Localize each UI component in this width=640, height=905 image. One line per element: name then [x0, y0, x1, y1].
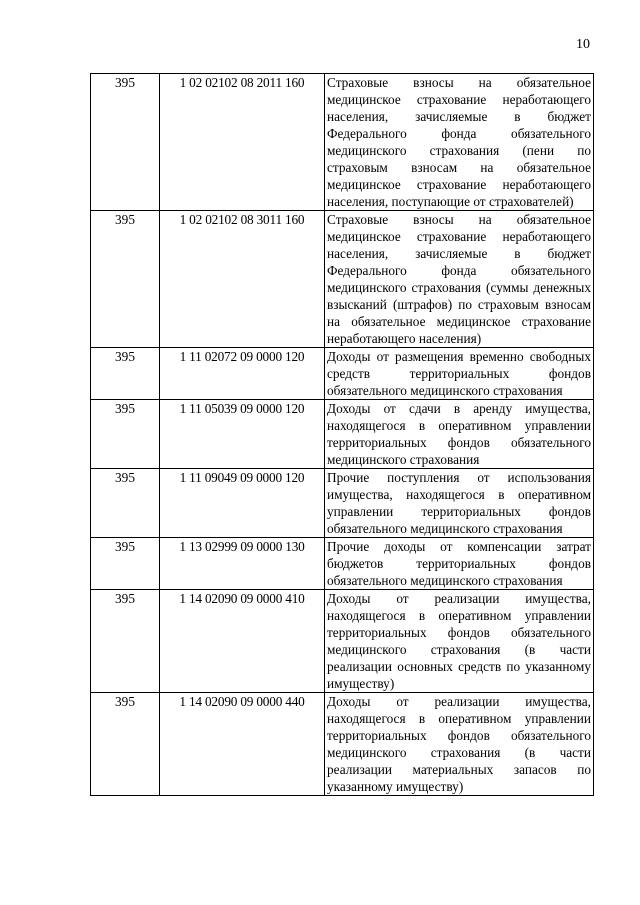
admin-code-cell: 395	[91, 538, 160, 590]
table-row	[91, 469, 594, 538]
table-row	[91, 590, 594, 693]
admin-code-cell: 395	[91, 211, 160, 348]
budget-code-cell: 1 11 02072 09 0000 120	[160, 348, 325, 400]
revenue-name-cell: Доходы от сдачи в аренду имущества, находящегося в оперативном управлении территориальных фондов обязательного медицинского страхования	[325, 400, 594, 469]
budget-code-cell: 1 11 05039 09 0000 120	[160, 400, 325, 469]
admin-code-cell: 395	[91, 74, 160, 211]
budget-code-cell: 1 02 02102 08 3011 160	[160, 211, 325, 348]
table-row	[91, 693, 594, 796]
revenue-name-cell: Страховые взносы на обязательное медицинское страхование неработающего населения, зачисляемые в бюджет Федерального фонда обязательного медицинского страхования (суммы денежных взысканий (штрафов) по страховым взносам на обязательное медицинское страхование неработающего населения)	[325, 211, 594, 348]
table-row	[91, 348, 594, 400]
table-row	[91, 74, 594, 211]
page-number: 10	[576, 37, 590, 52]
revenue-name-cell: Прочие доходы от компенсации затрат бюджетов территориальных фондов обязательного медицинского страхования	[325, 538, 594, 590]
revenue-name-cell: Доходы от реализации имущества, находящегося в оперативном управлении территориальных фондов обязательного медицинского страхования (в части реализации материальных запасов по указанному имуществу)	[325, 693, 594, 796]
budget-code-cell: 1 14 02090 09 0000 410	[160, 590, 325, 693]
table-row	[91, 211, 594, 348]
budget-code-cell: 1 13 02999 09 0000 130	[160, 538, 325, 590]
revenue-name-cell: Доходы от реализации имущества, находящегося в оперативном управлении территориальных фондов обязательного медицинского страхования (в части реализации основных средств по указанному имуществу)	[325, 590, 594, 693]
admin-code-cell: 395	[91, 400, 160, 469]
revenue-name-cell: Прочие поступления от использования имущества, находящегося в оперативном управлении территориальных фондов обязательного медицинского страхования	[325, 469, 594, 538]
revenue-name-cell: Доходы от размещения временно свободных средств территориальных фондов обязательного медицинского страхования	[325, 348, 594, 400]
admin-code-cell: 395	[91, 348, 160, 400]
revenue-name-cell: Страховые взносы на обязательное медицинское страхование неработающего населения, зачисляемые в бюджет Федерального фонда обязательного медицинского страхования (пени по страховым взносам на обязательное медицинское страхование неработающего населения, поступающие от страхователей)	[325, 74, 594, 211]
budget-classification-table	[90, 73, 594, 796]
budget-code-cell: 1 02 02102 08 2011 160	[160, 74, 325, 211]
admin-code-cell: 395	[91, 693, 160, 796]
admin-code-cell: 395	[91, 590, 160, 693]
budget-code-cell: 1 14 02090 09 0000 440	[160, 693, 325, 796]
budget-code-cell: 1 11 09049 09 0000 120	[160, 469, 325, 538]
table-row	[91, 400, 594, 469]
table-row	[91, 538, 594, 590]
admin-code-cell: 395	[91, 469, 160, 538]
